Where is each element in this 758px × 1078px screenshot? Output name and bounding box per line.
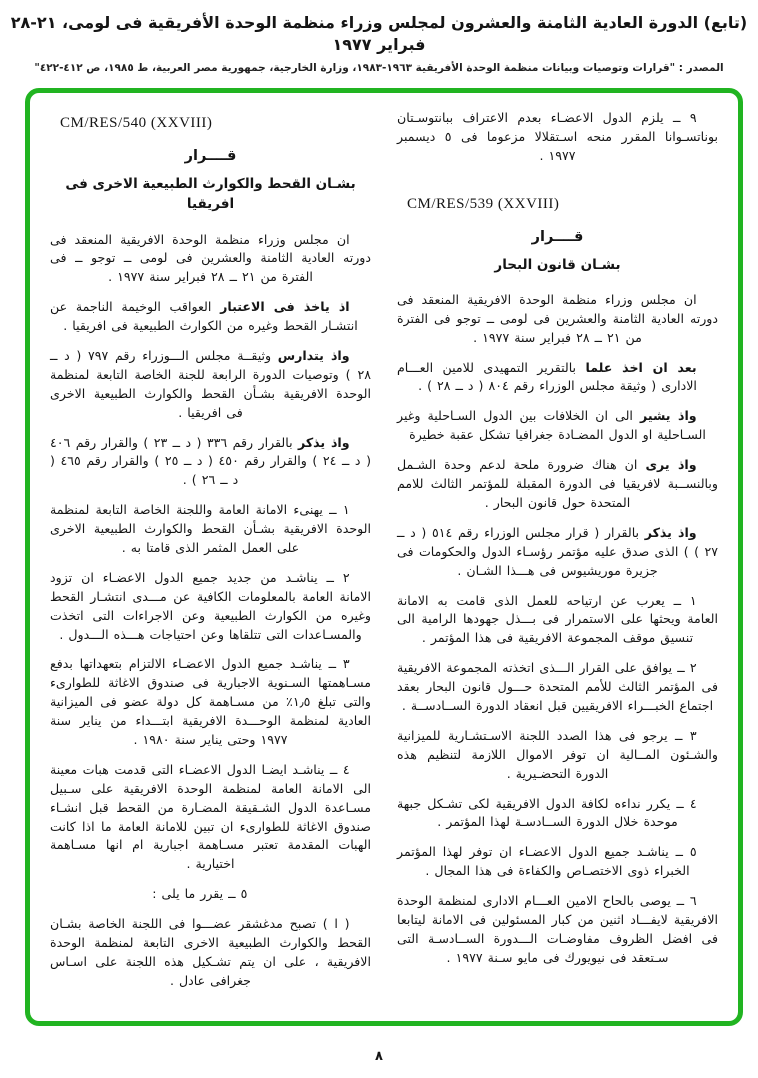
paragraph: ٥ ــ يناشـد جميع الدول الاعضـاء ان توفر لهذا المؤتمر الخبراء ذوى الاختصـاص والكفاءة فى هذا المجال . bbox=[397, 844, 697, 879]
paragraph: ٣ ــ يرجو فى هذا الصدد اللجنة الاسـتشـارية للميزانية والشـئون المــالية ان توفر الاموال اللازمة لتنظيم هذه الدورة التحضـيرية . bbox=[397, 727, 718, 781]
content-frame bbox=[25, 88, 743, 1026]
paragraph: واذ يرى ان هناك ضرورة ملحة لدعم وحدة الشـمل وبالنســبة لافريقيا فى الدورة المقبلة للمؤتمر الثالث للامم المتحدة حول قانون البحار . bbox=[397, 457, 718, 510]
paragraph: ٩ ــ يلزم الدول الاعضـاء بعدم الاعتراف ببانتوسـتان بوناتسـوانا المقرر منحه اسـتقلالا مزعوما فى ٥ ديسمبر ١٩٧٧ . bbox=[397, 110, 718, 163]
paragraph: ( ا ) تصبح مدغشقر عضـــوا فى اللجنة الخاصة بشـان القحط والكوارث الطبيعية الاخرى التابعة لمنظمة الوحدة الافريقية ، على ان يتم تشـكيل هذه اللجنة على اسـاس جغرافى عادل . bbox=[50, 916, 371, 988]
doc-reference: CM/RES/539 (XXVIII) bbox=[407, 195, 560, 212]
paragraph: واذ يذكر بالقرار رقم ٣٣٦ ( د ــ ٢٣ ) والقرار رقم ٤٠٦ ( د ــ ٢٤ ) والقرار رقم ٤٥٠ ( د ــ ٢٥ ) والقرار رقم ٤٦٥ ( د ــ ٢٦ ) . bbox=[50, 434, 372, 488]
paragraph: ١ ــ يهنىء الامانة العامة واللجنة الخاصة التابعة لمنظمة الوحدة الافريقية بشـأن القحط والكوارث الطبيعية الاخرى على العمل المثمر الذى قامتا به . bbox=[50, 502, 371, 555]
lead-phrase: واذ يتدارس bbox=[277, 347, 350, 363]
paragraph: اذ ياخذ فى الاعتبار العواقب الوخيمة الناجمة عن انتشـار القحط وغيره من الكوارث الطبيعية فى افريقيا . bbox=[50, 299, 358, 334]
page-number: ٨ bbox=[375, 1049, 383, 1064]
lead-phrase: واذ يشير bbox=[640, 408, 697, 424]
session-title: (تابع) الدورة العادية الثامنة والعشرون لمجلس وزراء منظمة الوحدة الأفريقية فى لومى، ٢١-٢٨ فبراير ١٩٧٧ bbox=[10, 13, 748, 55]
lead-phrase: واذ يذكر bbox=[298, 434, 350, 450]
paragraph: ان مجلس وزراء منظمة الوحدة الافريقية المنعقد فى دورته العادية الثامنة والعشرين فى لومى ــ توجو فى الفترة من ٢١ ــ ٢٨ فبراير سنة ١٩٧٧ . bbox=[397, 291, 718, 345]
paragraph: بعد ان اخذ علما بالتقرير التمهيدى للامين العـــام الادارى ( وثيقة مجلس الوزراء رقم ٨٠٤ ( د ــ ٢٨ ) . bbox=[397, 359, 697, 394]
paragraph: ٢ ــ يناشـد من جديد جميع الدول الاعضـاء ان تزود الامانة العامة بالمعلومات الكافية عن مـــدى انتشـار القحط وغيره من الكوارث الطبيعية وعن الاجراءات التى اتخذت والمسـاعدات التى تتلقاها وعن احتياجات هـــذه الـــدول . bbox=[50, 569, 371, 642]
paragraph: ٤ ــ يناشـد ايضـا الدول الاعضـاء التى قدمت هبات معينة الى الامانة العامة لمنظمة الوحدة الافريقية على سـبيل مسـاعدة الدول الشـقيقة المضـارة من القحط قبل انشـاء صندوق الاغاثة للطوارىء ان تبين للامانة العامة ما اذا كانت الهبات المقدمة تعتبر مسـاهمة اجبارية ام انها مسـاهمة اختيارية . bbox=[50, 761, 371, 872]
doc-reference: CM/RES/540 (XXVIII) bbox=[60, 115, 213, 131]
page-header bbox=[0, 12, 758, 74]
paragraph: واذ يشير الى ان الخلافات بين الدول السـاحلية وغير السـاحلية او الدول المضـادة جغرافيا تشكل عقبة خطيرة bbox=[397, 408, 706, 443]
paragraph: ٢ ــ يوافق على القرار الـــذى اتخذته المجموعة الافريقية فى المؤتمر الثالث للأمم المتحدة حـــول قانون البحار بعقد اجتماع الخبـــراء الافريقيين قبل انعقاد الدورة الســادســة . bbox=[397, 660, 718, 713]
paragraph: ٥ ــ يقرر ما يلى : bbox=[152, 886, 248, 902]
paragraph: ان مجلس وزراء منظمة الوحدة الافريقية المنعقد فى دورته العادية الثامنة والعشرين فى لومى ــ توجو ــ فى الفترة من ٢١ ــ ٢٨ فبراير سنة ١٩٧٧ . bbox=[50, 231, 371, 285]
paragraph: واذ يذكر بالقرار ( قرار مجلس الوزراء رقم ٥١٤ ( د ــ ٢٧ ) ) الذى صدق عليه مؤتمر رؤسـاء الدول والحكومات فى جزيرة موريشيوس فى هـــذا الشـان . bbox=[397, 524, 718, 578]
paragraph: ٦ ــ يوصى بالحاح الامين العـــام الادارى لمنظمة الوحدة الافريقية لايفـــاد اثنين من كبار المسئولين فى الامانة ليتابعا فى افضل الظروف مفاوضـات الـــدورة الســادسـة التى سـتعقد فى نيويورك فى مايو سـنة ١٩٧٧ . bbox=[397, 893, 718, 965]
lead-phrase: واذ يرى bbox=[645, 457, 697, 473]
resolution-subject: بشـان القحط والكوارث الطبيعية الاخرى فى افريقيا bbox=[65, 176, 356, 213]
column-left bbox=[50, 109, 371, 1007]
resolution-heading: قــــرار bbox=[184, 148, 237, 164]
column-right bbox=[397, 109, 718, 1007]
page-footer bbox=[0, 1045, 758, 1064]
paragraph: ٣ ــ يناشـد جميع الدول الاعضـاء الالتزام بتعهداتها بدفع مسـاهمتها السـنوية الاجبارية فى صندوق الاغاثة للطوارىء والتى تبلغ ١٫٥٪ من مسـاهمة كل دولة عضو فى الميزانية العادية لمنظمة الوحـــدة الافريقية ابتـــداء من يناير سنة ١٩٧٧ وحتى يناير سنة ١٩٨٠ . bbox=[50, 656, 371, 747]
lead-phrase: اذ ياخذ فى الاعتبار bbox=[220, 299, 350, 315]
paragraph: ١ ــ يعرب عن ارتياحه للعمل الذى قامت به الامانة العامة ويحثها على الاستمرار فى بـــذل جهودها الرامية الى تنسيق موقف المجموعة الافريقية فى هذا المؤتمر . bbox=[397, 592, 718, 646]
resolution-subject: بشـان قانون البحار bbox=[494, 256, 621, 273]
lead-phrase: بعد ان اخذ علما bbox=[585, 359, 697, 375]
lead-phrase: واذ يذكر bbox=[644, 524, 697, 540]
paragraph: واذ يتدارس وثيقــة مجلس الـــوزراء رقم ٧٩٧ ( د ــ ٢٨ ) وتوصيات الدورة الرابعة للجنة الخاصة التابعة لمنظمة الوحدة الافريقية بشـأن القحط والكوارث الطبيعية الاخرى فى افريقيا . bbox=[50, 347, 371, 420]
resolution-heading: قــــرار bbox=[531, 228, 584, 245]
source-citation: المصدر : "قرارات وتوصيات وبيانات منظمة الوحدة الأفريقية ١٩٦٣-١٩٨٣، وزارة الخارجية، جمهورية مصر العربية، ط ١٩٨٥، ص ٤١٢-٤٢٢" bbox=[34, 61, 724, 74]
paragraph: ٤ ــ يكرر نداءه لكافة الدول الافريقية لكى تشـكل جبهة موحدة خلال الدورة الســادسـة لهذا المؤتمر . bbox=[397, 795, 697, 830]
